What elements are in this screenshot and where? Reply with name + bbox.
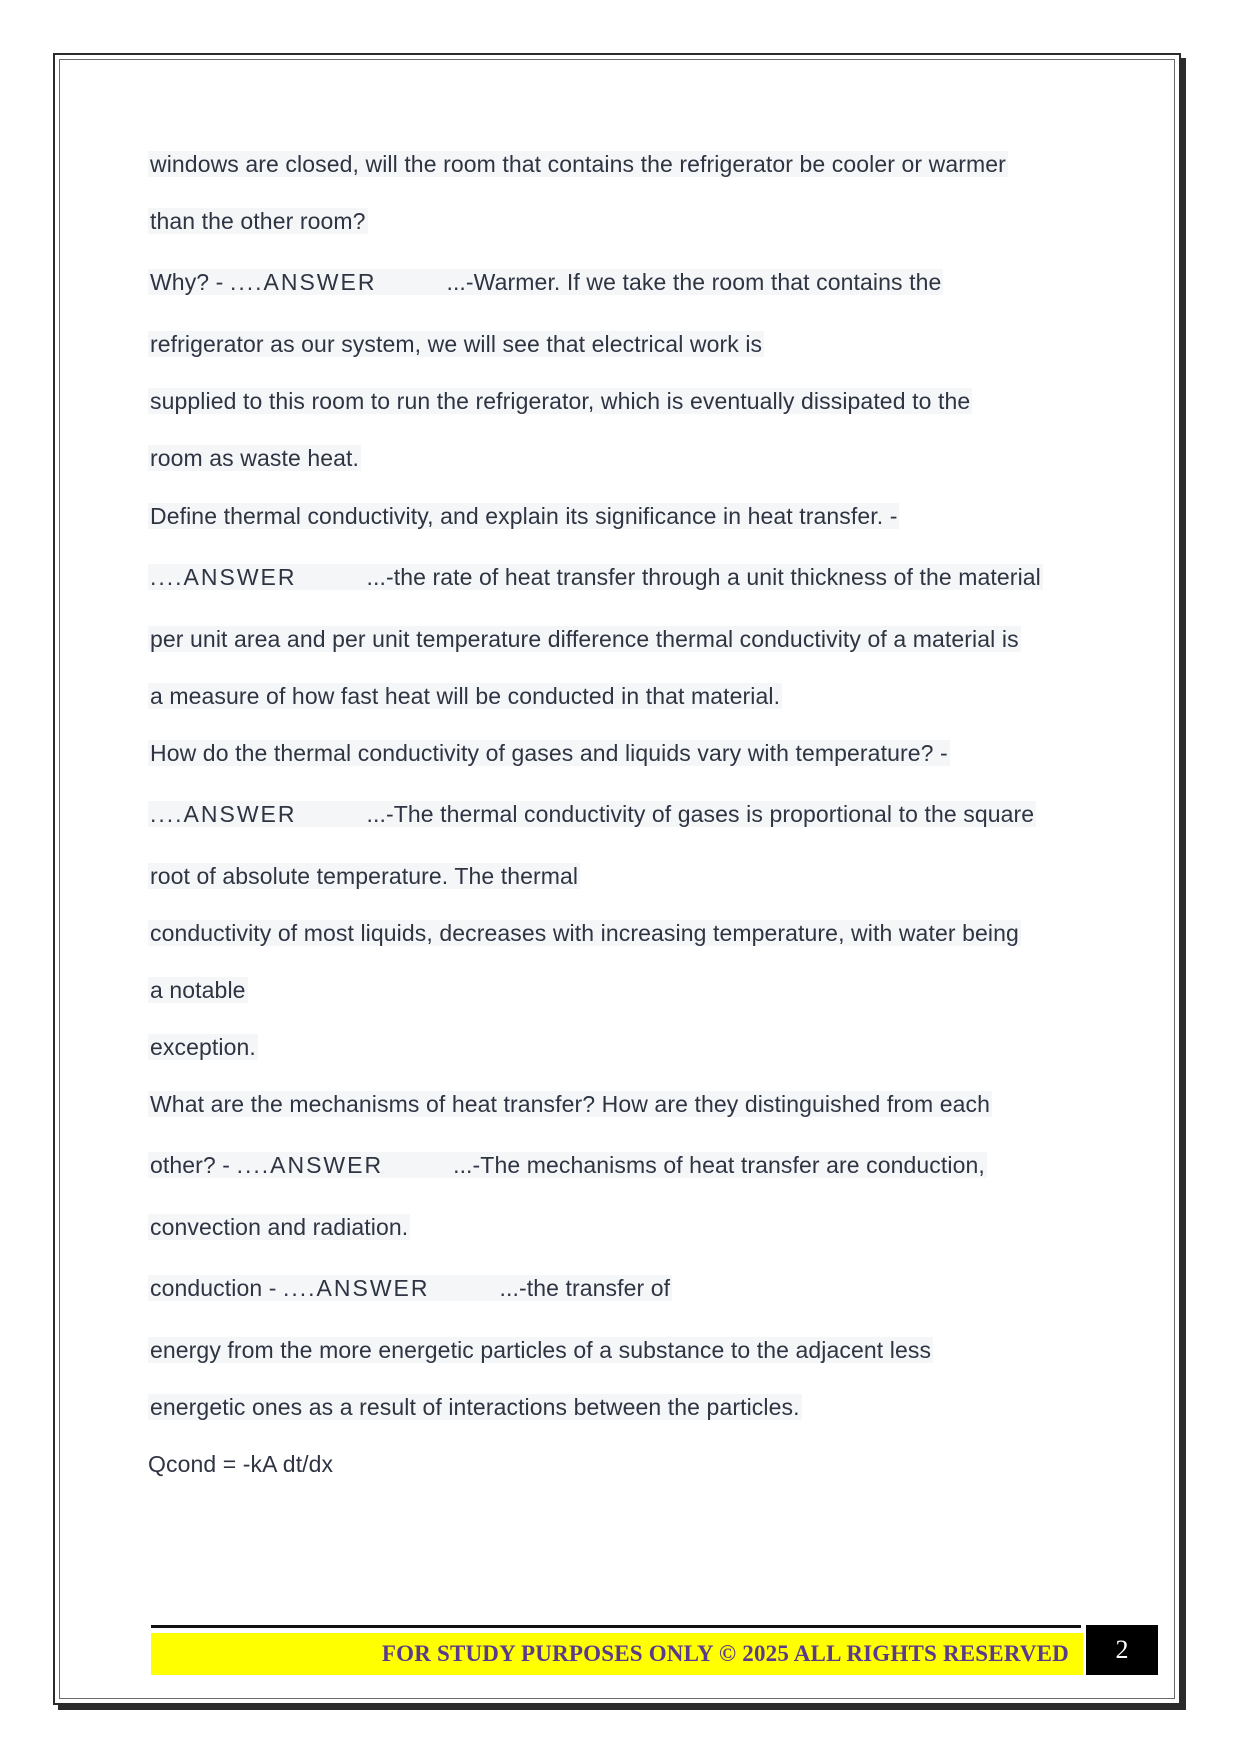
page-number-box xyxy=(1086,1625,1158,1675)
text-line xyxy=(148,680,782,712)
answer-line xyxy=(148,1272,672,1304)
text-line xyxy=(148,623,1021,655)
text-line xyxy=(148,205,368,237)
footer-notice: FOR STUDY PURPOSES ONLY © 2025 ALL RIGHTS RESERVED xyxy=(381,1641,1069,1666)
line-text: conductivity of most liquids, decreases with increasing temperature, with water being xyxy=(150,920,1019,946)
line-text: Define thermal conductivity, and explain its significance in heat transfer. - xyxy=(150,503,898,529)
question-line xyxy=(148,500,899,532)
line-text: root of absolute temperature. The thermal xyxy=(150,863,579,889)
line-text: a measure of how fast heat will be conducted in that material. xyxy=(150,683,781,709)
answer-label: ....ANSWER xyxy=(229,269,377,295)
answer-line xyxy=(148,561,1043,593)
line-text: refrigerator as our system, we will see that electrical work is xyxy=(150,331,763,357)
line-text: convection and radiation. xyxy=(150,1214,409,1240)
answer-text: ...-The thermal conductivity of gases is proportional to the square xyxy=(366,801,1035,827)
answer-line xyxy=(148,1149,987,1181)
answer-line xyxy=(148,266,943,298)
question-line xyxy=(148,737,950,769)
question-tail: other? - xyxy=(150,1152,237,1178)
text-line xyxy=(148,442,361,474)
text-line xyxy=(148,328,764,360)
text-line xyxy=(148,385,972,417)
question-tail: Why? - xyxy=(150,269,230,295)
line-text: room as waste heat. xyxy=(150,445,360,471)
footer-banner xyxy=(151,1633,1083,1675)
text-line xyxy=(148,1031,258,1063)
line-text: energetic ones as a result of interactions between the particles. xyxy=(150,1394,800,1420)
formula-text: Qcond = -kA dt/dx xyxy=(148,1451,334,1477)
line-text: energy from the more energetic particles of a substance to the adjacent less xyxy=(150,1337,932,1363)
formula-line xyxy=(148,1448,333,1480)
answer-text: ...-the rate of heat transfer through a unit thickness of the material xyxy=(366,564,1041,590)
page-number: 2 xyxy=(1115,1635,1129,1664)
answer-label: ....ANSWER xyxy=(283,1275,430,1301)
answer-text: ...-Warmer. If we take the room that contains the xyxy=(446,269,942,295)
text-line xyxy=(148,1391,802,1423)
line-text: exception. xyxy=(150,1034,256,1060)
line-text: a notable xyxy=(150,977,246,1003)
text-line xyxy=(148,1211,410,1243)
answer-text: ...-the transfer of xyxy=(499,1275,671,1301)
answer-text: ...-The mechanisms of heat transfer are conduction, xyxy=(453,1152,985,1178)
footer-rule xyxy=(151,1625,1081,1628)
question-tail: conduction - xyxy=(150,1275,283,1301)
answer-label: ....ANSWER xyxy=(150,801,297,827)
question-line xyxy=(148,1088,992,1120)
text-line xyxy=(148,974,248,1006)
line-text: What are the mechanisms of heat transfer? How are they distinguished from each xyxy=(150,1091,991,1117)
line-text: windows are closed, will the room that contains the refrigerator be cooler or warmer xyxy=(150,151,1006,177)
answer-label: ....ANSWER xyxy=(236,1152,384,1178)
line-text: supplied to this room to run the refrigerator, which is eventually dissipated to the xyxy=(150,388,971,414)
text-line xyxy=(148,860,580,892)
answer-label: ....ANSWER xyxy=(150,564,297,590)
answer-line xyxy=(148,798,1036,830)
text-line xyxy=(148,148,1008,180)
line-text: than the other room? xyxy=(150,208,366,234)
text-line xyxy=(148,1334,933,1366)
text-line xyxy=(148,917,1021,949)
line-text: How do the thermal conductivity of gases and liquids vary with temperature? - xyxy=(150,740,948,766)
line-text: per unit area and per unit temperature difference thermal conductivity of a material is xyxy=(150,626,1019,652)
